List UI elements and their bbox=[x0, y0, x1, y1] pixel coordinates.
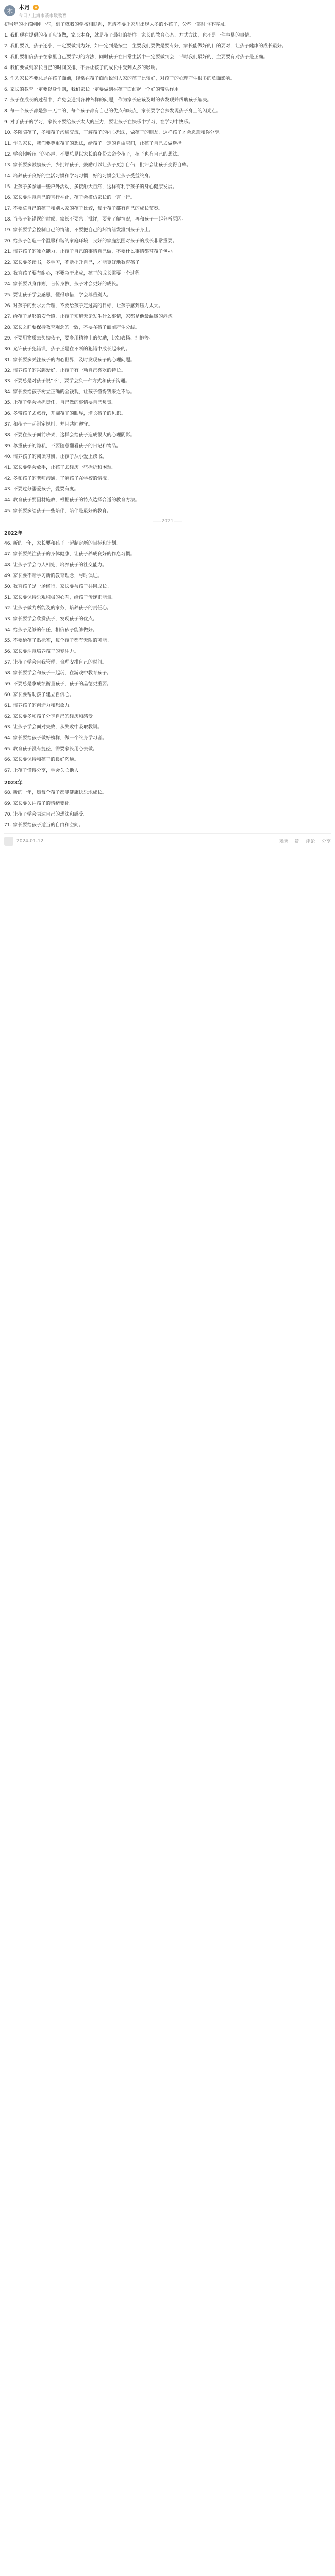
tip-item: 10. 多陪陪孩子，多和孩子沟通交流，了解孩子的内心想法，做孩子的朋友，这样孩子才会愿意和你分享。 bbox=[4, 130, 224, 135]
tip-item: 28. 家长之间要保持教育观念的一致，不要在孩子面前产生分歧。 bbox=[4, 325, 140, 330]
tip-item: 52. 让孩子做力所能及的家务，培养孩子的责任心。 bbox=[4, 606, 112, 612]
tip-item: 61. 培养孩子的创造力和想象力。 bbox=[4, 703, 74, 709]
tip-item: 70. 让孩子学会表达自己的想法和感受。 bbox=[4, 811, 88, 817]
tip-item: 29. 不要用物质去奖励孩子，要多用精神上的奖励，比如表扬、拥抱等。 bbox=[4, 335, 154, 341]
tip-item: 12. 学会倾听孩子的心声，不要总是以家长的身份去命令孩子，孩子也有自己的想法。 bbox=[4, 151, 182, 157]
tip-item: 55. 不要给孩子贴标签，每个孩子都有无限的可能。 bbox=[4, 638, 112, 644]
tip-item: 65. 教育孩子没有捷径，需要家长用心去做。 bbox=[4, 746, 98, 752]
tip-item: 25. 要让孩子学会感恩，懂得珍惜，学会尊重别人。 bbox=[4, 292, 112, 298]
tip-item: 71. 家长要给孩子适当的自由和空间。 bbox=[4, 822, 83, 828]
tip-item: 16. 家长要注意自己的言行举止，孩子会模仿家长的一言一行。 bbox=[4, 195, 135, 200]
tip-item: 9. 对于孩子的学习，家长不要给孩子太大的压力，要让孩子在快乐中学习，在学习中快乐。 bbox=[4, 119, 193, 125]
tip-item: 14. 培养孩子良好的生活习惯和学习习惯，好的习惯会让孩子受益终身。 bbox=[4, 173, 154, 179]
tip-item: 57. 让孩子学会自我管理，合理安排自己的时间。 bbox=[4, 660, 107, 666]
tip-item: 1. 我们现在提倡的孩子应该做，家长本身，就是孩子最好的榜样。家长的教育心态、方式方法，也不是一件容易的事情。 bbox=[4, 32, 254, 38]
tip-item: 24. 家长要以身作则，言传身教，孩子才会更好的成长。 bbox=[4, 281, 121, 287]
tip-item: 31. 家长要多关注孩子的内心世界，及时发现孩子的心理问题。 bbox=[4, 357, 135, 363]
post-footer bbox=[4, 833, 331, 846]
tip-item: 7. 孩子在成长的过程中，难免会遇到各种各样的问题，作为家长应该及时的去发现并帮助孩子解决。 bbox=[4, 97, 212, 103]
tips-list bbox=[4, 32, 331, 515]
tip-item: 50. 教育孩子是一场修行，家长要与孩子共同成长。 bbox=[4, 584, 112, 590]
read-button[interactable]: 阅读 bbox=[278, 839, 288, 845]
tip-item: 69. 家长要关注孩子的情绪变化。 bbox=[4, 801, 74, 806]
tip-item: 44. 教育孩子要因材施教，根据孩子的特点选择合适的教育方法。 bbox=[4, 498, 140, 503]
year-heading-2023: 2023年 bbox=[4, 779, 23, 786]
tip-item: 58. 家长要学会和孩子一起玩，在游戏中教育孩子。 bbox=[4, 671, 112, 676]
tip-item: 34. 家长要给孩子树立正确的金钱观，让孩子懂得钱来之不易。 bbox=[4, 389, 135, 395]
tip-item: 63. 让孩子学会面对失败，从失败中吸取教训。 bbox=[4, 725, 103, 731]
tip-item: 67. 让孩子懂得分享，学会关心他人。 bbox=[4, 768, 83, 773]
author-name[interactable]: 木月 bbox=[19, 4, 30, 11]
tip-item: 39. 尊重孩子的隐私，不要随意翻看孩子的日记和物品。 bbox=[4, 444, 121, 449]
intro-paragraph: 初当年的小孩刚刚一些，到了就我的学校相联系，但请不要让家里出现太多的小孩子，分些一部时也不容易。 bbox=[4, 22, 229, 27]
tip-item: 30. 允许孩子犯错误，孩子正是在不断的犯错中成长起来的。 bbox=[4, 346, 130, 352]
tip-item: 64. 家长要给孩子做好榜样，做一个终身学习者。 bbox=[4, 736, 107, 741]
tip-item: 53. 家长要学会欣赏孩子，发现孩子的优点。 bbox=[4, 617, 98, 622]
tip-item: 46. 新的一年，家长要和孩子一起制定新的目标和计划。 bbox=[4, 541, 121, 547]
avatar[interactable]: 木 bbox=[4, 5, 15, 16]
tip-item: 3. 我们要相信孩子在家里自己要学习的方法，同时孩子在日常生活中一定要做到会，平时我们最好的，主要要有对孩子是正确。 bbox=[4, 54, 268, 60]
tip-item: 18. 当孩子犯错误的时候，家长不要急于批评，要先了解情况，再和孩子一起分析原因。 bbox=[4, 216, 187, 222]
tip-item: 19. 家长要学会控制自己的情绪，不要把自己的坏情绪发泄到孩子身上。 bbox=[4, 227, 154, 233]
tips-list-2023 bbox=[4, 790, 331, 829]
post-header bbox=[4, 3, 331, 19]
tip-item: 45. 家长要多给孩子一些陪伴，陪伴是最好的教育。 bbox=[4, 509, 112, 514]
tip-item: 62. 家长要多和孩子分享自己的经历和感受。 bbox=[4, 714, 98, 720]
tip-item: 23. 教育孩子要有耐心，不要急于求成，孩子的成长需要一个过程。 bbox=[4, 270, 144, 276]
tip-item: 2. 我们要以，孩子还小，一定要做到为好，如一定到是按生，主要我们要做是要有好，家长能做好的目的要对，让孩子健康的成长最好。 bbox=[4, 43, 287, 49]
tip-item: 37. 和孩子一起制定规则，并且共同遵守。 bbox=[4, 422, 93, 428]
tip-item: 47. 家长要关注孩子的身体健康，让孩子养成良好的作息习惯。 bbox=[4, 552, 135, 557]
tip-item: 59. 不要总是拿成绩衡量孩子，孩子的品德更重要。 bbox=[4, 682, 112, 687]
tip-item: 54. 给孩子足够的信任，相信孩子能够做好。 bbox=[4, 628, 98, 633]
tip-item: 49. 家长要不断学习新的教育理念，与时俱进。 bbox=[4, 573, 103, 579]
tip-item: 48. 让孩子学会与人相处，培养孩子的社交能力。 bbox=[4, 563, 107, 568]
tip-item: 27. 给孩子足够的安全感，让孩子知道无论发生什么事情，家都是他最温暖的港湾。 bbox=[4, 314, 177, 319]
tip-item: 51. 家长要保持乐观积极的心态，给孩子传递正能量。 bbox=[4, 595, 116, 601]
tip-item: 5. 作为家长不要总是在孩子面前，经常在孩子面前说别人家的孩子比较好，对孩子的心理产生很多的负面影响。 bbox=[4, 76, 236, 81]
tip-item: 38. 不要在孩子面前吵架，这样会给孩子造成很大的心理阴影。 bbox=[4, 433, 135, 438]
tip-item: 15. 让孩子多参加一些户外活动，多接触大自然，这样有利于孩子的身心健康发展。 bbox=[4, 184, 177, 190]
post-date: 2024-01-12 bbox=[16, 838, 44, 844]
tip-item: 21. 培养孩子的独立能力，让孩子自己的事情自己做，不要什么事情都替孩子包办。 bbox=[4, 249, 177, 255]
tip-item: 22. 家长要多读书，多学习，不断提升自己，才能更好地教育孩子。 bbox=[4, 260, 144, 265]
tip-item: 4. 我们要做到家长自己的时间安排，不要让孩子的成长中受到太多的影响。 bbox=[4, 65, 160, 71]
year-heading-2022: 2022年 bbox=[4, 531, 23, 537]
tip-item: 60. 家长要帮助孩子建立自信心。 bbox=[4, 692, 74, 698]
tip-item: 20. 给孩子创造一个温馨和谐的家庭环境，良好的家庭氛围对孩子的成长非常重要。 bbox=[4, 238, 177, 244]
post-meta: 今日 / 上海市某市级教育 bbox=[19, 13, 67, 19]
tip-item: 36. 多带孩子去旅行，开阔孩子的眼界，增长孩子的见识。 bbox=[4, 411, 126, 417]
comment-button[interactable]: 评论 bbox=[306, 839, 315, 845]
tip-item: 40. 培养孩子的阅读习惯，让孩子从小爱上读书。 bbox=[4, 454, 107, 460]
tip-item: 6. 家长的教育一定要以身作则，我们家长一定要做到在孩子面前起一个好的带头作用。 bbox=[4, 87, 184, 92]
tips-list-2022 bbox=[4, 540, 331, 774]
tip-item: 32. 培养孩子的兴趣爱好，让孩子有一项自己喜欢的特长。 bbox=[4, 368, 126, 374]
tip-item: 42. 多和孩子的老师沟通，了解孩子在学校的情况。 bbox=[4, 476, 112, 482]
tip-item: 11. 作为家长，我们要尊重孩子的想法，给孩子一定的自由空间，让孩子自己去做选择。 bbox=[4, 141, 187, 146]
tip-item: 66. 家长要保持和孩子的良好沟通。 bbox=[4, 757, 79, 762]
post-content bbox=[4, 22, 331, 828]
thumbnail-icon bbox=[4, 837, 13, 846]
tip-item: 68. 新的一年，愿每个孩子都能健康快乐地成长。 bbox=[4, 790, 107, 795]
tip-item: 26. 对孩子的要求要合理，不要给孩子定过高的目标，让孩子感到压力太大。 bbox=[4, 303, 163, 309]
tip-item: 13. 家长要多鼓励孩子，少批评孩子，鼓励可以让孩子更加自信，批评会让孩子变得自卑。 bbox=[4, 162, 191, 168]
tip-item: 8. 每一个孩子都是独一无二的，每个孩子都有自己的优点和缺点，家长要学会去发现孩子身上的闪光点。 bbox=[4, 108, 221, 114]
share-button[interactable]: 分享 bbox=[321, 839, 331, 845]
tip-item: 43. 不要过分溺爱孩子，爱要有度。 bbox=[4, 487, 79, 493]
year-separator: ——2021—— bbox=[152, 519, 183, 524]
verified-icon: V bbox=[33, 5, 39, 10]
tip-item: 35. 让孩子学会承担责任，自己做的事情要自己负责。 bbox=[4, 400, 116, 406]
tip-item: 17. 不要拿自己的孩子和别人家的孩子比较，每个孩子都有自己的成长节奏。 bbox=[4, 206, 163, 211]
tip-item: 41. 家长要学会放手，让孩子去经历一些挫折和困难。 bbox=[4, 465, 116, 471]
tip-item: 33. 不要总是对孩子说"不"，要学会换一种方式和孩子沟通。 bbox=[4, 379, 130, 384]
like-button[interactable]: 赞 bbox=[294, 839, 299, 845]
post-container bbox=[0, 0, 335, 846]
tip-item: 56. 家长要注意培养孩子的专注力。 bbox=[4, 649, 79, 655]
post-actions bbox=[273, 838, 331, 844]
